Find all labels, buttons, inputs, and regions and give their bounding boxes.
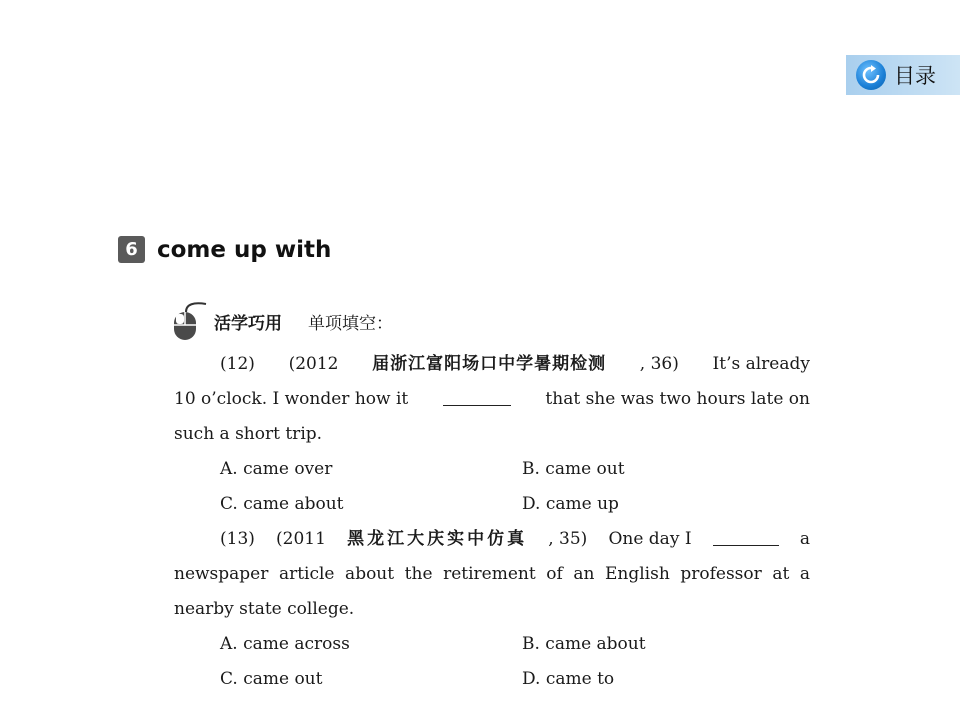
option-d: D. came to [522, 669, 615, 689]
question-13-line-3: nearby state college. [174, 599, 355, 619]
option-b: B. came about [522, 634, 646, 654]
section-number: 6 [118, 236, 145, 263]
practice-header [172, 300, 393, 342]
toc-label: 目录 [894, 64, 936, 88]
answer-blank [443, 387, 511, 406]
option-c: C. came about [220, 494, 344, 514]
question-number: (13) [220, 529, 255, 549]
section-title: come up with [157, 236, 332, 263]
section-heading [118, 236, 331, 263]
question-text: a [799, 529, 810, 549]
question-12-line-2 [174, 387, 810, 411]
question-source-year: (2011 [276, 529, 326, 549]
question-source-year: (2012 [288, 354, 339, 374]
mouse-icon [172, 300, 208, 342]
refresh-arrow-icon [856, 60, 886, 90]
toc-button[interactable] [846, 55, 960, 95]
option-d: D. came up [522, 494, 619, 514]
question-text: It’s already [712, 354, 810, 374]
answer-blank [713, 527, 779, 546]
question-13-line-2: newspaper article about the retirement of an English professor at a [174, 564, 810, 584]
option-a: A. came over [220, 459, 333, 479]
question-number: (12) [220, 354, 255, 374]
question-12-line-1 [220, 352, 810, 376]
practice-label: 活学巧用 [214, 313, 282, 334]
question-source-tail: , 36) [639, 354, 679, 374]
question-12-line-3: such a short trip. [174, 424, 323, 444]
question-text: One day I [608, 529, 692, 549]
question-source-name: 届浙江富阳场口中学暑期检测 [372, 354, 607, 374]
option-a: A. came across [220, 634, 350, 654]
option-b: B. came out [522, 459, 625, 479]
question-13-line-1 [220, 527, 810, 551]
option-c: C. came out [220, 669, 323, 689]
question-text: that she was two hours late on [545, 389, 810, 409]
question-source-tail: , 35) [548, 529, 588, 549]
practice-instruction: 单项填空： [308, 313, 393, 334]
question-text: 10 o’clock. I wonder how it [174, 389, 409, 409]
question-source-name: 黑龙江大庆实中仿真 [347, 529, 528, 549]
